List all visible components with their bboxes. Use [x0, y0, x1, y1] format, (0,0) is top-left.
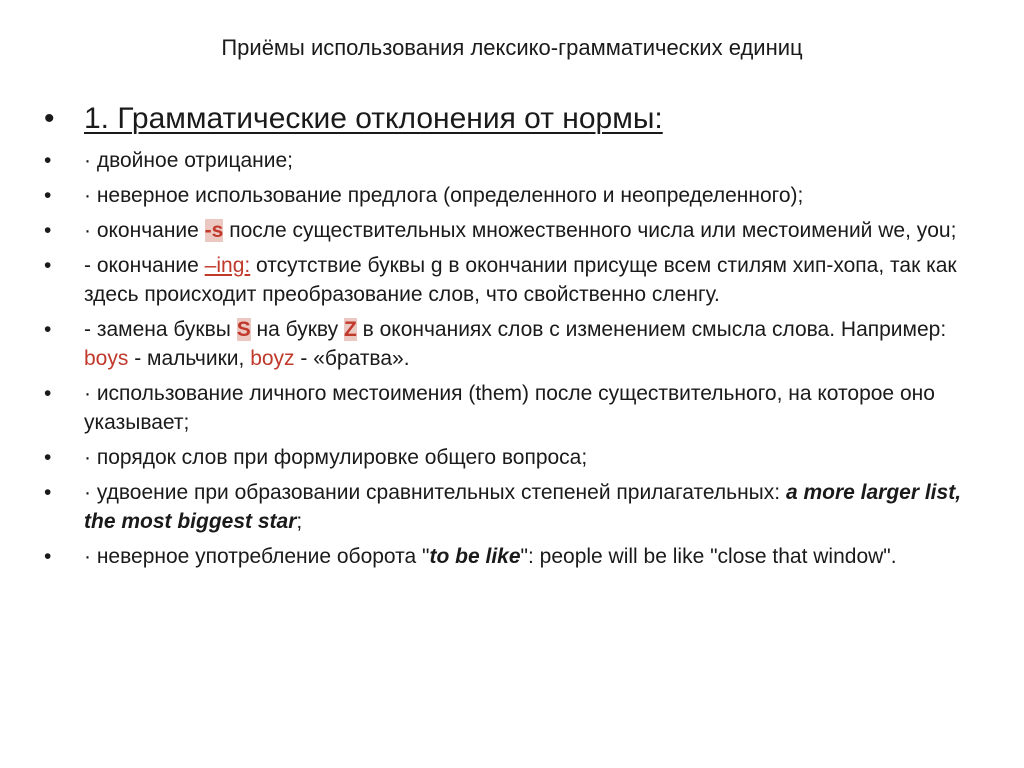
item-text-prefix: · удвоение при образовании сравнительных степеней прилагательных:: [84, 481, 786, 504]
example-boyz: boyz: [250, 347, 295, 370]
list-item: [44, 542, 994, 571]
example-boys: boys: [84, 347, 129, 370]
suffix-highlight: -s: [204, 219, 224, 242]
bullet-icon: •: [44, 382, 52, 405]
item-text-suffix: после существительных множественного числа или местоимений we, you;: [223, 219, 957, 242]
item-text-suffix: отсутствие буквы g в окончании присуще всем стилям хип-хопа, так как здесь происходит преобразование слов, что свойственно сленгу.: [84, 254, 957, 306]
list-item: [44, 251, 994, 309]
suffix-highlight: –ing:: [204, 254, 251, 277]
item-text-suffix: ;: [296, 510, 303, 533]
item-text-prefix: · неверное употребление оборота ": [84, 545, 430, 568]
bullet-icon: •: [44, 184, 52, 207]
letter-s-highlight: S: [236, 318, 251, 341]
item-text: · использование личного местоимения (them) после существительного, на которое оно указывает;: [84, 382, 935, 434]
bullet-icon: •: [44, 254, 52, 277]
list-item: [44, 146, 994, 175]
item-text-suffix: в окончаниях слов с изменением смысла слова. Например:: [356, 318, 947, 341]
item-text: · неверное использование предлога (определенного и неопределенного);: [84, 184, 804, 207]
letter-z-highlight: Z: [343, 318, 357, 341]
item-text-prefix: · окончание: [84, 219, 205, 242]
list-item: [44, 443, 994, 472]
item-text: · двойное отрицание;: [84, 149, 293, 172]
bullet-icon: •: [44, 149, 52, 172]
item-text-prefix: - окончание: [84, 254, 205, 277]
bullet-icon: •: [44, 219, 52, 242]
list-heading-item: [44, 100, 994, 138]
bullet-list: [44, 100, 994, 577]
bullet-icon: •: [44, 102, 55, 135]
example-phrase: to be like: [429, 545, 521, 568]
list-item: [44, 216, 994, 245]
item-text-suffix: ": people will be like "close that window".: [520, 545, 897, 568]
list-item: [44, 379, 994, 437]
item-text-end: - «братва».: [294, 347, 410, 370]
list-item: [44, 181, 994, 210]
bullet-icon: •: [44, 446, 52, 469]
list-item: [44, 315, 994, 373]
bullet-icon: •: [44, 545, 52, 568]
item-text-prefix: - замена буквы: [84, 318, 237, 341]
list-item: [44, 478, 994, 536]
item-text-middle-2: - мальчики,: [128, 347, 251, 370]
section-heading: 1. Грамматические отклонения от нормы:: [84, 102, 663, 135]
example-phrase: a more larger list, the most biggest star: [84, 481, 962, 533]
bullet-icon: •: [44, 318, 52, 341]
item-text-middle: на букву: [250, 318, 344, 341]
slide-title: Приёмы использования лексико-грамматических единиц: [221, 35, 803, 60]
bullet-icon: •: [44, 481, 52, 504]
item-text: · порядок слов при формулировке общего вопроса;: [84, 446, 588, 469]
